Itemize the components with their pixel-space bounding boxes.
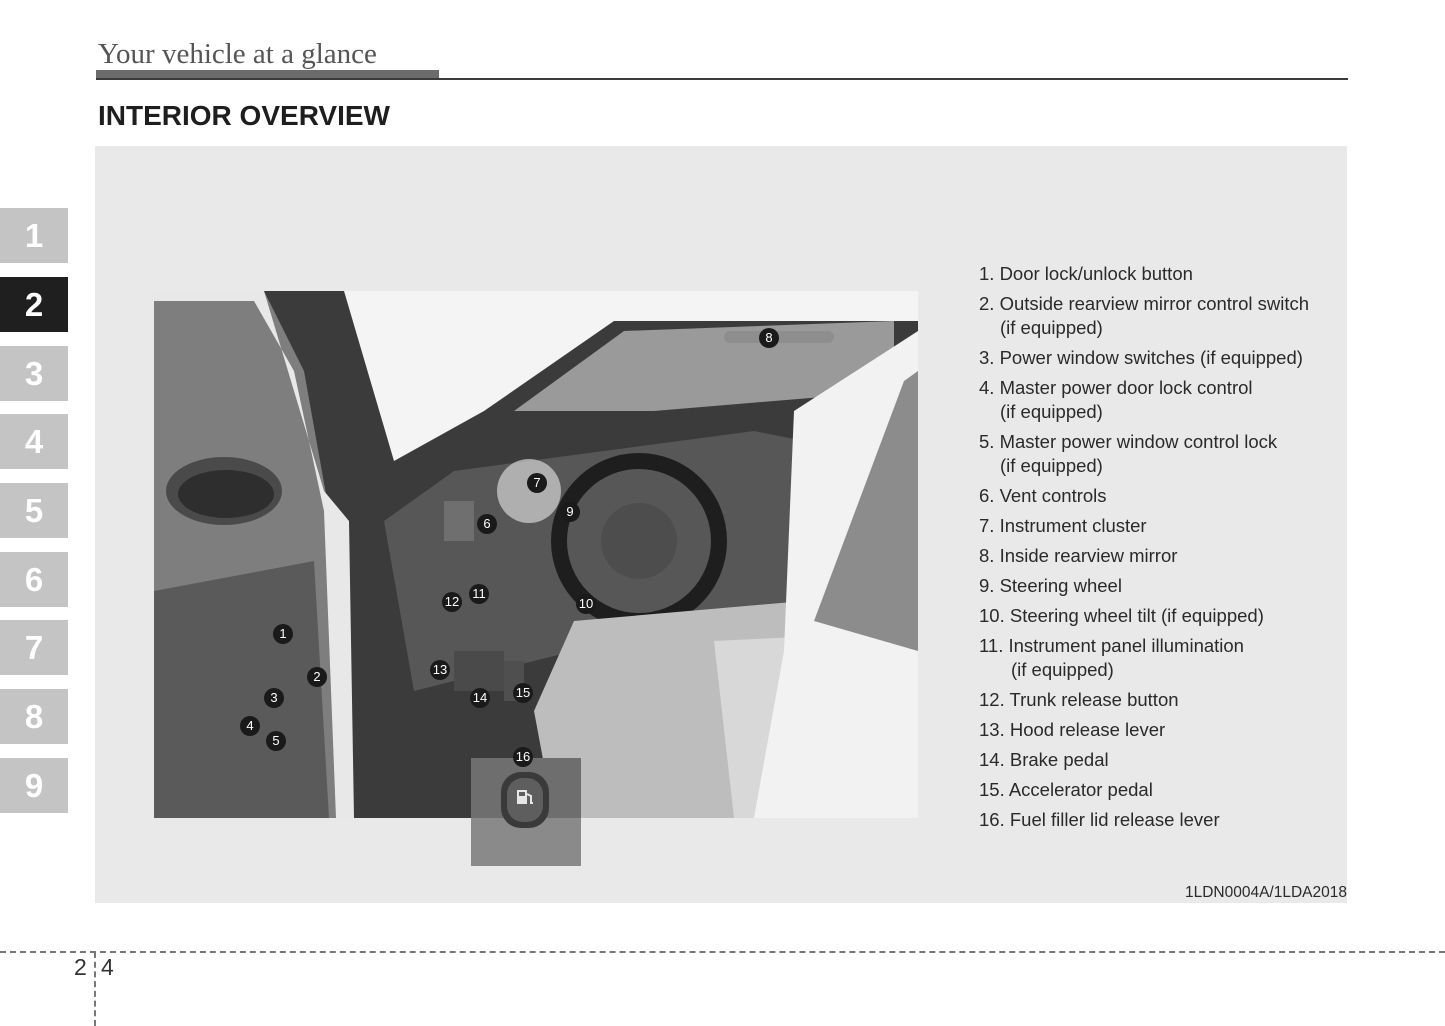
- callout-marker: 15: [513, 683, 533, 703]
- legend-item: [979, 376, 1344, 424]
- chapter-tab[interactable]: 1: [0, 208, 68, 263]
- image-code: 1LDN0004A/1LDA2018: [1184, 884, 1347, 901]
- legend-item-continuation: (if equipped): [1000, 401, 1103, 422]
- callout-marker: 7: [527, 473, 547, 493]
- legend-item: [979, 262, 1344, 286]
- legend-item: [979, 574, 1344, 598]
- chapter-tab[interactable]: 5: [0, 483, 68, 538]
- legend-item: [979, 430, 1344, 478]
- footer-rule: [0, 951, 1445, 953]
- legend-item-text: 14. Brake pedal: [979, 749, 1109, 770]
- legend-item: [979, 604, 1344, 628]
- legend-item-text: 2. Outside rearview mirror control switch: [979, 293, 1310, 314]
- callout-marker: 2: [307, 667, 327, 687]
- legend-item-continuation: (if equipped): [1011, 659, 1114, 680]
- callout-marker: 6: [477, 514, 497, 534]
- legend-item: [979, 748, 1344, 772]
- callout-marker: 8: [759, 328, 779, 348]
- legend-item-text: 7. Instrument cluster: [979, 515, 1147, 536]
- legend-item-continuation: (if equipped): [1000, 455, 1103, 476]
- callout-marker: 16: [513, 747, 533, 767]
- legend-item-text: 15. Accelerator pedal: [979, 779, 1153, 800]
- chapter-tab[interactable]: 8: [0, 689, 68, 744]
- callout-marker: 1: [273, 624, 293, 644]
- callout-marker: 3: [264, 688, 284, 708]
- legend-item-text: 3. Power window switches (if equipped): [979, 347, 1303, 368]
- legend-item-text: 10. Steering wheel tilt (if equipped): [979, 605, 1264, 626]
- callout-marker: 11: [469, 584, 489, 604]
- legend-item: [979, 808, 1344, 832]
- chapter-tab[interactable]: 9: [0, 758, 68, 813]
- legend-item: [979, 718, 1344, 742]
- legend-item-text: 16. Fuel filler lid release lever: [979, 809, 1220, 830]
- callout-marker: 9: [560, 502, 580, 522]
- running-header-title: Your vehicle at a glance: [98, 38, 377, 70]
- component-legend: [979, 262, 1344, 832]
- legend-item-text: 8. Inside rearview mirror: [979, 545, 1178, 566]
- fuel-lid-inset-photo: [471, 758, 581, 866]
- legend-item: [979, 688, 1344, 712]
- legend-item: [979, 634, 1344, 682]
- chapter-tab[interactable]: 4: [0, 414, 68, 469]
- header-rule-thin: [96, 78, 1348, 80]
- legend-item: [979, 292, 1344, 340]
- chapter-tab[interactable]: 6: [0, 552, 68, 607]
- legend-item-text: 1. Door lock/unlock button: [979, 263, 1193, 284]
- legend-item-text: 13. Hood release lever: [979, 719, 1166, 740]
- legend-item: [979, 514, 1344, 538]
- legend-item: [979, 778, 1344, 802]
- callout-marker: 13: [430, 660, 450, 680]
- legend-item-text: 11. Instrument panel illumination: [979, 635, 1244, 656]
- legend-item-continuation: (if equipped): [1000, 317, 1103, 338]
- callout-marker: 10: [576, 594, 596, 614]
- legend-item-text: 12. Trunk release button: [979, 689, 1179, 710]
- legend-item-text: 9. Steering wheel: [979, 575, 1122, 596]
- legend-item: [979, 484, 1344, 508]
- footer-divider: [94, 952, 96, 1026]
- section-title: INTERIOR OVERVIEW: [98, 100, 390, 131]
- legend-item: [979, 346, 1344, 370]
- legend-item-text: 6. Vent controls: [979, 485, 1107, 506]
- callout-marker: 4: [240, 716, 260, 736]
- chapter-tab[interactable]: 3: [0, 346, 68, 401]
- callout-marker: 14: [470, 688, 490, 708]
- chapter-tab[interactable]: 2: [0, 277, 68, 332]
- footer-chapter-number: 2: [74, 954, 87, 980]
- legend-item: [979, 544, 1344, 568]
- chapter-tab[interactable]: 7: [0, 620, 68, 675]
- callout-marker: 12: [442, 592, 462, 612]
- legend-item-text: 4. Master power door lock control: [979, 377, 1253, 398]
- legend-item-text: 5. Master power window control lock: [979, 431, 1278, 452]
- callout-marker: 5: [266, 731, 286, 751]
- footer-page-number: 4: [101, 954, 114, 980]
